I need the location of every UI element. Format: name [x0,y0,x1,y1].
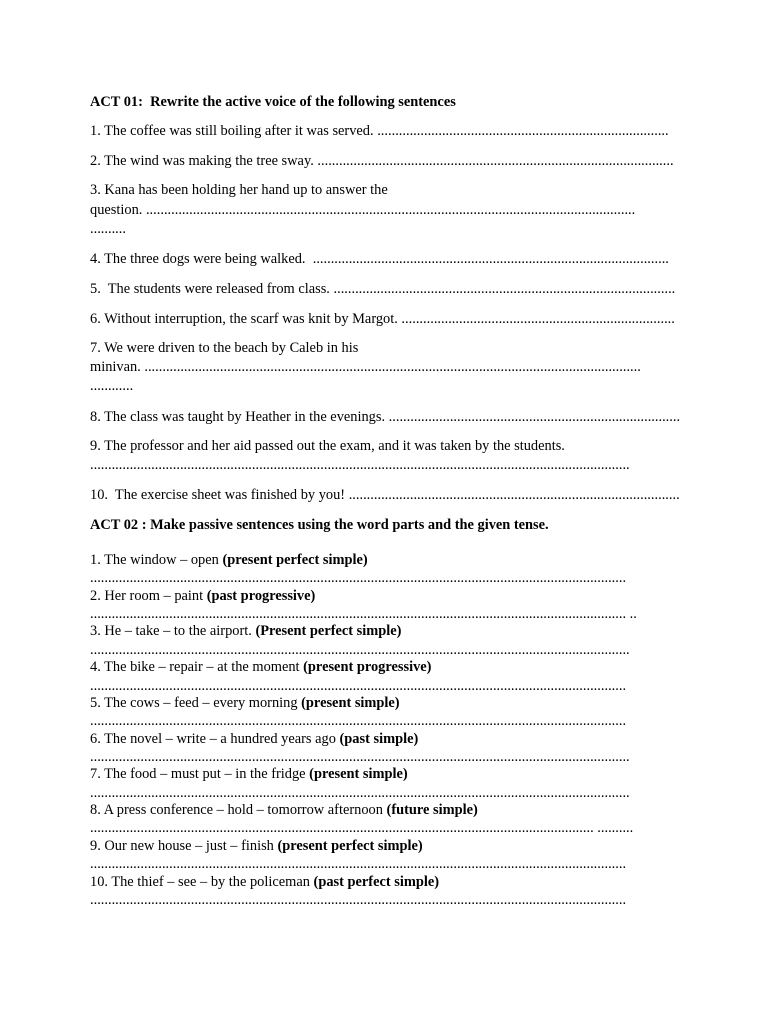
act02-item-3 [90,622,401,640]
act02-item-6-answer-line: ...................................................................................................................................................... [90,749,630,765]
act01-item-3-line-2: question. ........................................................................................................................................ [90,202,636,218]
act01-item-7-line-2: minivan. .......................................................................................................................................... [90,359,641,375]
act02-item-prompt: 7. The food – must put – in the fridge [90,766,310,782]
act01-item-1: 1. The coffee was still boiling after it was served. ................................................................................. [90,123,669,139]
act01-item-10: 10. The exercise sheet was finished by you! ............................................................................................ [90,487,680,503]
act02-heading: ACT 02 : Make passive sentences using the word parts and the given tense. [90,517,549,533]
act01-item-3: 3. Kana has been holding her hand up to answer the [90,182,388,198]
act02-item-prompt: 10. The thief – see – by the policeman [90,874,314,890]
act02-item-tense: (past perfect simple) [313,874,440,890]
act02-item-9-answer-line: ..................................................................................................................................................... [90,856,627,872]
act02-item-prompt: 4. The bike – repair – at the moment [90,659,304,675]
act02-item-prompt: 8. A press conference – hold – tomorrow afternoon [90,802,387,818]
act02-item-7-answer-line: ...................................................................................................................................................... [90,785,630,801]
act02-item-tense: (future simple) [386,802,478,818]
act02-item-prompt: 5. The cows – feed – every morning [90,695,302,711]
act02-item-4-answer-line: ..................................................................................................................................................... [90,678,627,694]
act02-item-10 [90,873,439,891]
act02-item-2-answer-line: ..................................................................................................................................................... .. [90,606,637,622]
act02-item-tense: (Present perfect simple) [255,623,402,639]
act02-item-5-answer-line: ..................................................................................................................................................... [90,713,627,729]
act02-item-3-answer-line: ...................................................................................................................................................... [90,642,630,658]
act01-item-4: 4. The three dogs were being walked. ................................................................................................... [90,251,669,267]
act02-item-tense: (present simple) [301,695,400,711]
act01-item-5: 5. The students were released from class. ............................................................................................... [90,281,676,297]
act02-item-1-answer-line: ..................................................................................................................................................... [90,570,627,586]
act01-heading: ACT 01: Rewrite the active voice of the following sentences [90,94,456,110]
act01-item-3-line-3: .......... [90,221,126,237]
act02-item-tense: (present progressive) [303,659,432,675]
act02-item-10-answer-line: ..................................................................................................................................................... [90,892,627,908]
act01-item-7-line-3: ............ [90,378,134,394]
act02-item-tense: (present perfect simple) [277,838,423,854]
act02-item-prompt: 1. The window – open [90,552,223,568]
act02-item-tense: (past simple) [339,731,419,747]
act02-item-prompt: 9. Our new house – just – finish [90,838,278,854]
act02-item-tense: (present simple) [309,766,408,782]
act02-item-6 [90,730,418,748]
act01-item-9: 9. The professor and her aid passed out the exam, and it was taken by the students. [90,438,565,454]
act02-item-1 [90,551,368,569]
act01-item-2: 2. The wind was making the tree sway. ................................................................................................... [90,153,674,169]
act02-item-prompt: 2. Her room – paint [90,588,207,604]
act01-item-9-line-2: ...................................................................................................................................................... [90,457,630,473]
act01-item-7: 7. We were driven to the beach by Caleb in his [90,340,359,356]
act02-item-7 [90,765,408,783]
act02-item-5 [90,694,400,712]
act02-item-prompt: 6. The novel – write – a hundred years ago [90,731,340,747]
act02-item-tense: (present perfect simple) [222,552,368,568]
act02-item-4 [90,658,431,676]
act02-item-9 [90,837,423,855]
act01-item-8: 8. The class was taught by Heather in the evenings. ................................................................................. [90,409,681,425]
act01-item-6: 6. Without interruption, the scarf was knit by Margot. ............................................................................ [90,311,675,327]
act02-item-prompt: 3. He – take – to the airport. [90,623,256,639]
act02-item-tense: (past progressive) [206,588,316,604]
act02-item-8 [90,801,478,819]
act02-item-8-answer-line: ............................................................................................................................................ .......... [90,820,634,836]
act02-item-2 [90,587,315,605]
